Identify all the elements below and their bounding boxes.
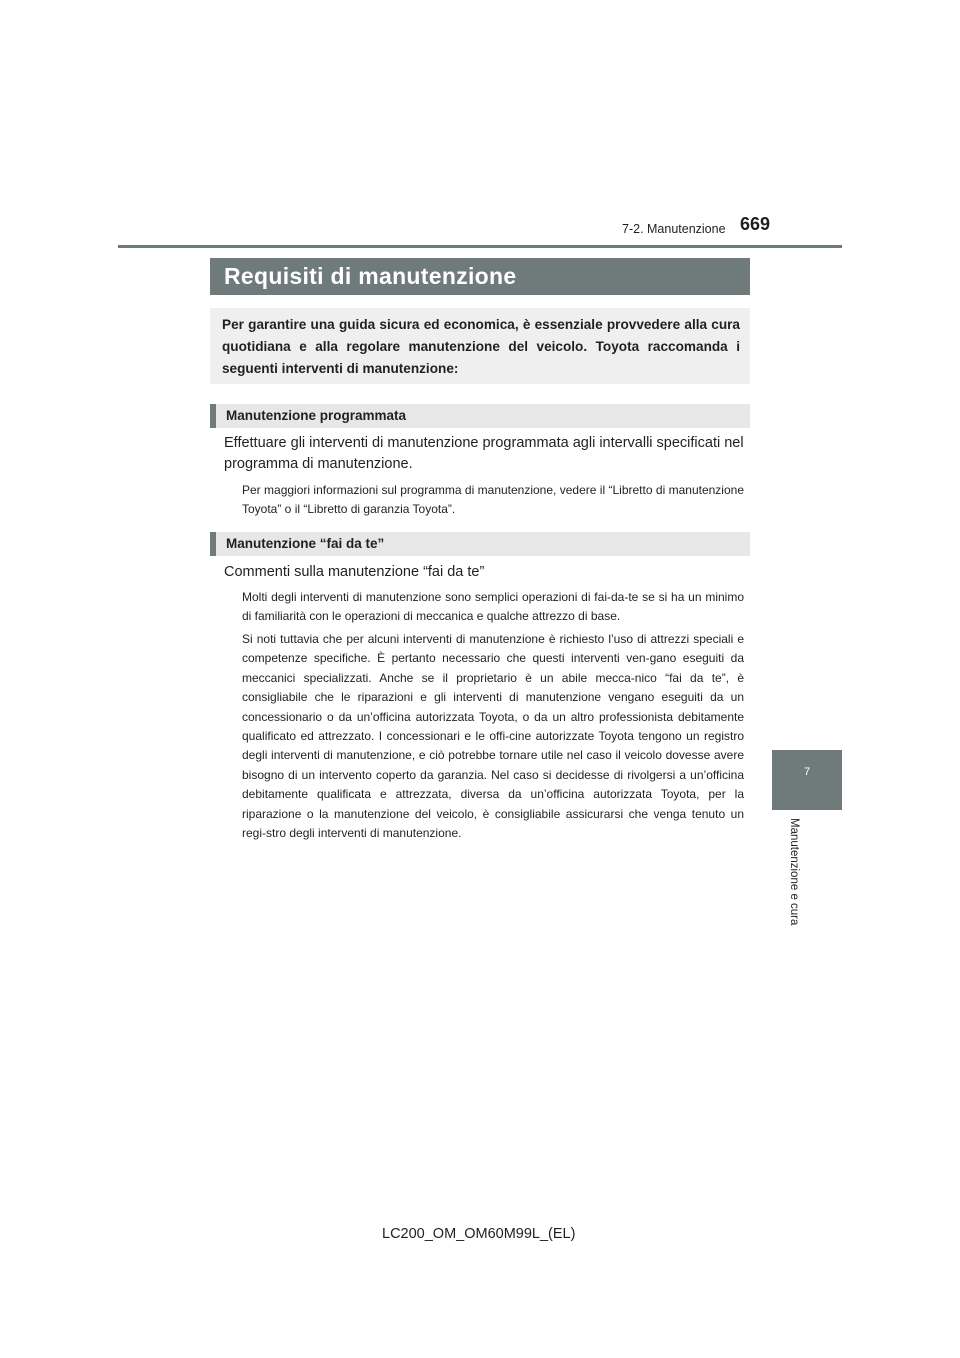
intro-box: Per garantire una guida sicura ed economica, è essenziale provvedere alla cura quotidiana e alla regolare manutenzione del veicolo. Toyota raccomanda i seguenti interventi di manutenzione: [210, 308, 750, 384]
page-title: Requisiti di manutenzione [224, 263, 517, 289]
header-section-label: 7-2. Manutenzione [622, 222, 726, 236]
scheduled-maintenance-text: Effettuare gli interventi di manutenzione programmata agli intervalli specificati nel programma di manutenzione. [224, 435, 744, 472]
diy-maintenance-text: Commenti sulla manutenzione “fai da te” [224, 564, 485, 580]
chapter-tab [772, 750, 842, 810]
title-bar [210, 258, 750, 295]
page-number: 669 [740, 214, 771, 234]
header-rule [118, 245, 842, 248]
subheading-scheduled-maintenance: Manutenzione programmata [210, 404, 750, 428]
subheading-diy-maintenance: Manutenzione “fai da te” [210, 532, 750, 556]
footer-document-code: LC200_OM_OM60M99L_(EL) [382, 1226, 576, 1242]
diy-maintenance-detail-1: Molti degli interventi di manutenzione sono semplici operazioni di fai-da-te se si ha un minimo di familiarità con le operazioni di meccanica e qualche attrezzo di base. [242, 590, 744, 624]
scheduled-maintenance-detail: Per maggiori informazioni sul programma di manutenzione, vedere il “Libretto di manutenzione Toyota” o il “Libretto di garanzia Toyota”. [242, 483, 744, 517]
diy-maintenance-detail-2: Si noti tuttavia che per alcuni interventi di manutenzione è richiesto l’uso di attrezzi speciali e competenze specifiche. È pertanto necessario che questi interventi ven-gano eseguiti da meccanici specializzati. Anche se il proprietario è un abile mecca-nico “fai da te”, è consigliabile che le riparazioni e gli interventi di manutenzione vengano eseguiti da un concessionario o da un’officina autorizzata Toyota, o da un altro professionista debitamente qualificato ed attrezzato. I concessionari e le offi-cine autorizzate Toyota tengono un registro degli interventi di manutenzione, e ciò potrebbe tornare utile nel caso il veicolo dovesse avere bisogno di un intervento coperto da garanzia. Nel caso si decidesse di rivolgersi a un’officina debitamente qualificata e attrezzata, diversa da un’officina autorizzata Toyota, per la riparazione o la manutenzione del veicolo, è consigliabile assicurarsi che venga tenuto un regi-stro degli interventi di manutenzione. [242, 632, 744, 841]
chapter-label: Manutenzione e cura [788, 818, 800, 926]
chapter-number: 7 [803, 766, 811, 778]
